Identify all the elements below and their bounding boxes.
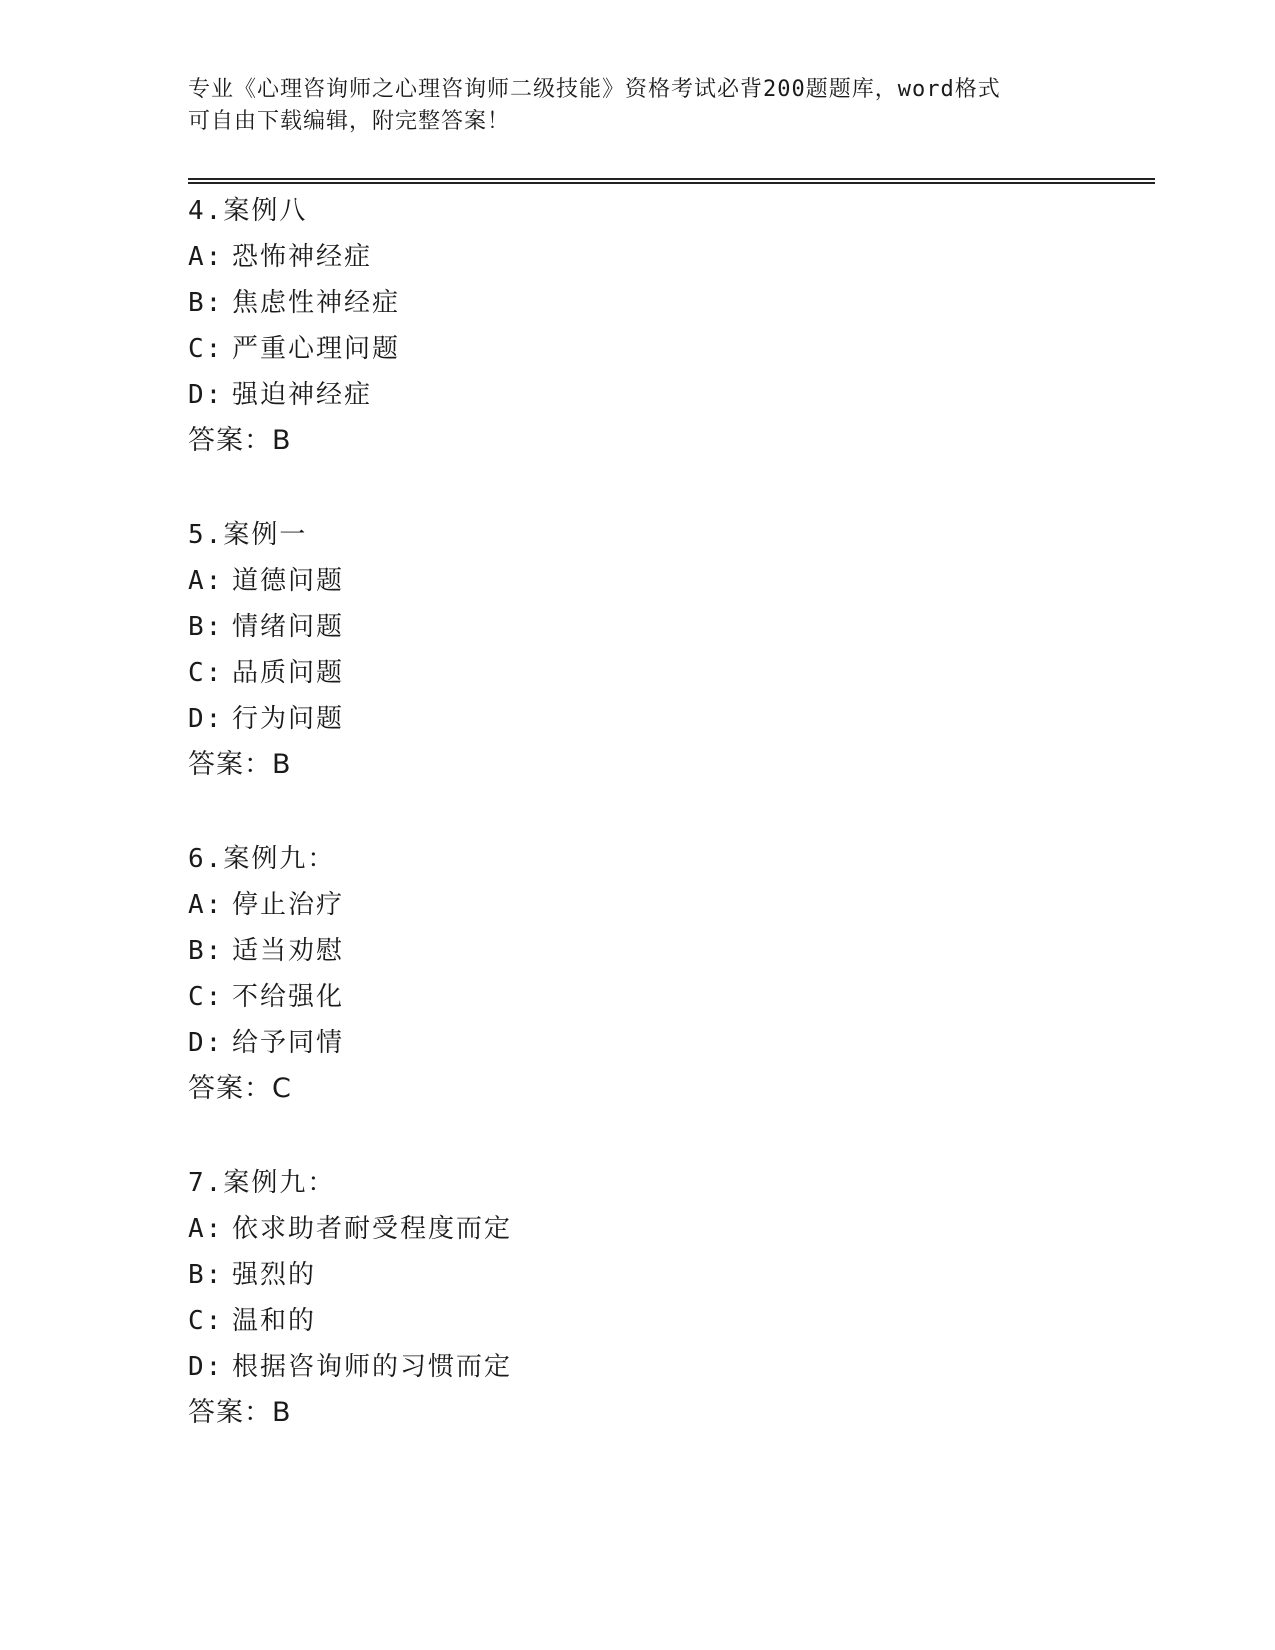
question-number: 7. bbox=[188, 1168, 224, 1198]
option-key: B: bbox=[188, 936, 224, 966]
option-key: C: bbox=[188, 1306, 224, 1336]
option-key: D: bbox=[188, 380, 224, 410]
question-stem bbox=[188, 188, 1148, 234]
option-b bbox=[188, 604, 1148, 650]
question-list bbox=[188, 188, 1148, 1484]
option-b bbox=[188, 928, 1148, 974]
option-c bbox=[188, 1298, 1148, 1344]
option-a bbox=[188, 1206, 1148, 1252]
option-a bbox=[188, 234, 1148, 280]
option-key: D: bbox=[188, 1028, 224, 1058]
option-d bbox=[188, 372, 1148, 418]
option-key: C: bbox=[188, 982, 224, 1012]
option-key: A: bbox=[188, 242, 224, 272]
option-text: 道德问题 bbox=[232, 566, 345, 596]
option-b bbox=[188, 1252, 1148, 1298]
option-c bbox=[188, 974, 1148, 1020]
option-d bbox=[188, 1344, 1148, 1390]
option-text: 不给强化 bbox=[232, 982, 345, 1012]
option-text: 给予同情 bbox=[232, 1028, 345, 1058]
question-7 bbox=[188, 1160, 1148, 1436]
option-text: 适当劝慰 bbox=[232, 936, 345, 966]
option-key: D: bbox=[188, 1352, 224, 1382]
option-key: B: bbox=[188, 288, 224, 318]
question-text: 案例九： bbox=[223, 1168, 336, 1198]
answer-line bbox=[188, 742, 1148, 788]
answer-label: 答案： bbox=[188, 1397, 272, 1428]
option-a bbox=[188, 558, 1148, 604]
option-key: B: bbox=[188, 1260, 224, 1290]
option-key: A: bbox=[188, 1214, 224, 1244]
option-text: 根据咨询师的习惯而定 bbox=[232, 1352, 513, 1382]
option-key: B: bbox=[188, 612, 224, 642]
option-text: 温和的 bbox=[232, 1306, 317, 1336]
option-text: 品质问题 bbox=[232, 658, 345, 688]
option-text: 停止治疗 bbox=[232, 890, 345, 920]
option-key: A: bbox=[188, 566, 224, 596]
answer-line bbox=[188, 418, 1148, 464]
option-text: 强迫神经症 bbox=[232, 380, 373, 410]
question-stem bbox=[188, 1160, 1148, 1206]
option-key: A: bbox=[188, 890, 224, 920]
question-stem bbox=[188, 512, 1148, 558]
answer-value: C bbox=[272, 1073, 292, 1104]
option-text: 情绪问题 bbox=[232, 612, 345, 642]
option-d bbox=[188, 696, 1148, 742]
option-text: 严重心理问题 bbox=[232, 334, 401, 364]
option-text: 强烈的 bbox=[232, 1260, 317, 1290]
question-number: 4. bbox=[188, 196, 224, 226]
answer-line bbox=[188, 1066, 1148, 1112]
answer-value: B bbox=[272, 425, 292, 456]
question-text: 案例八 bbox=[223, 196, 308, 226]
answer-value: B bbox=[272, 749, 292, 780]
question-number: 5. bbox=[188, 520, 224, 550]
document-header bbox=[188, 74, 1088, 138]
option-key: D: bbox=[188, 704, 224, 734]
option-c bbox=[188, 650, 1148, 696]
answer-value: B bbox=[272, 1397, 292, 1428]
option-key: C: bbox=[188, 334, 224, 364]
question-stem bbox=[188, 836, 1148, 882]
question-6 bbox=[188, 836, 1148, 1112]
header-divider bbox=[188, 178, 1155, 184]
option-text: 行为问题 bbox=[232, 704, 345, 734]
question-number: 6. bbox=[188, 844, 224, 874]
answer-line bbox=[188, 1390, 1148, 1436]
option-a bbox=[188, 882, 1148, 928]
answer-label: 答案： bbox=[188, 749, 272, 780]
question-5 bbox=[188, 512, 1148, 788]
question-text: 案例九： bbox=[223, 844, 336, 874]
header-line-1: 专业《心理咨询师之心理咨询师二级技能》资格考试必背200题题库，word格式 bbox=[188, 77, 1001, 102]
option-text: 依求助者耐受程度而定 bbox=[232, 1214, 513, 1244]
answer-label: 答案： bbox=[188, 425, 272, 456]
answer-label: 答案： bbox=[188, 1073, 272, 1104]
question-text: 案例一 bbox=[223, 520, 308, 550]
option-text: 恐怖神经症 bbox=[232, 242, 373, 272]
question-4 bbox=[188, 188, 1148, 464]
header-line-2: 可自由下载编辑，附完整答案！ bbox=[188, 109, 511, 134]
option-key: C: bbox=[188, 658, 224, 688]
option-d bbox=[188, 1020, 1148, 1066]
option-c bbox=[188, 326, 1148, 372]
option-text: 焦虑性神经症 bbox=[232, 288, 401, 318]
option-b bbox=[188, 280, 1148, 326]
